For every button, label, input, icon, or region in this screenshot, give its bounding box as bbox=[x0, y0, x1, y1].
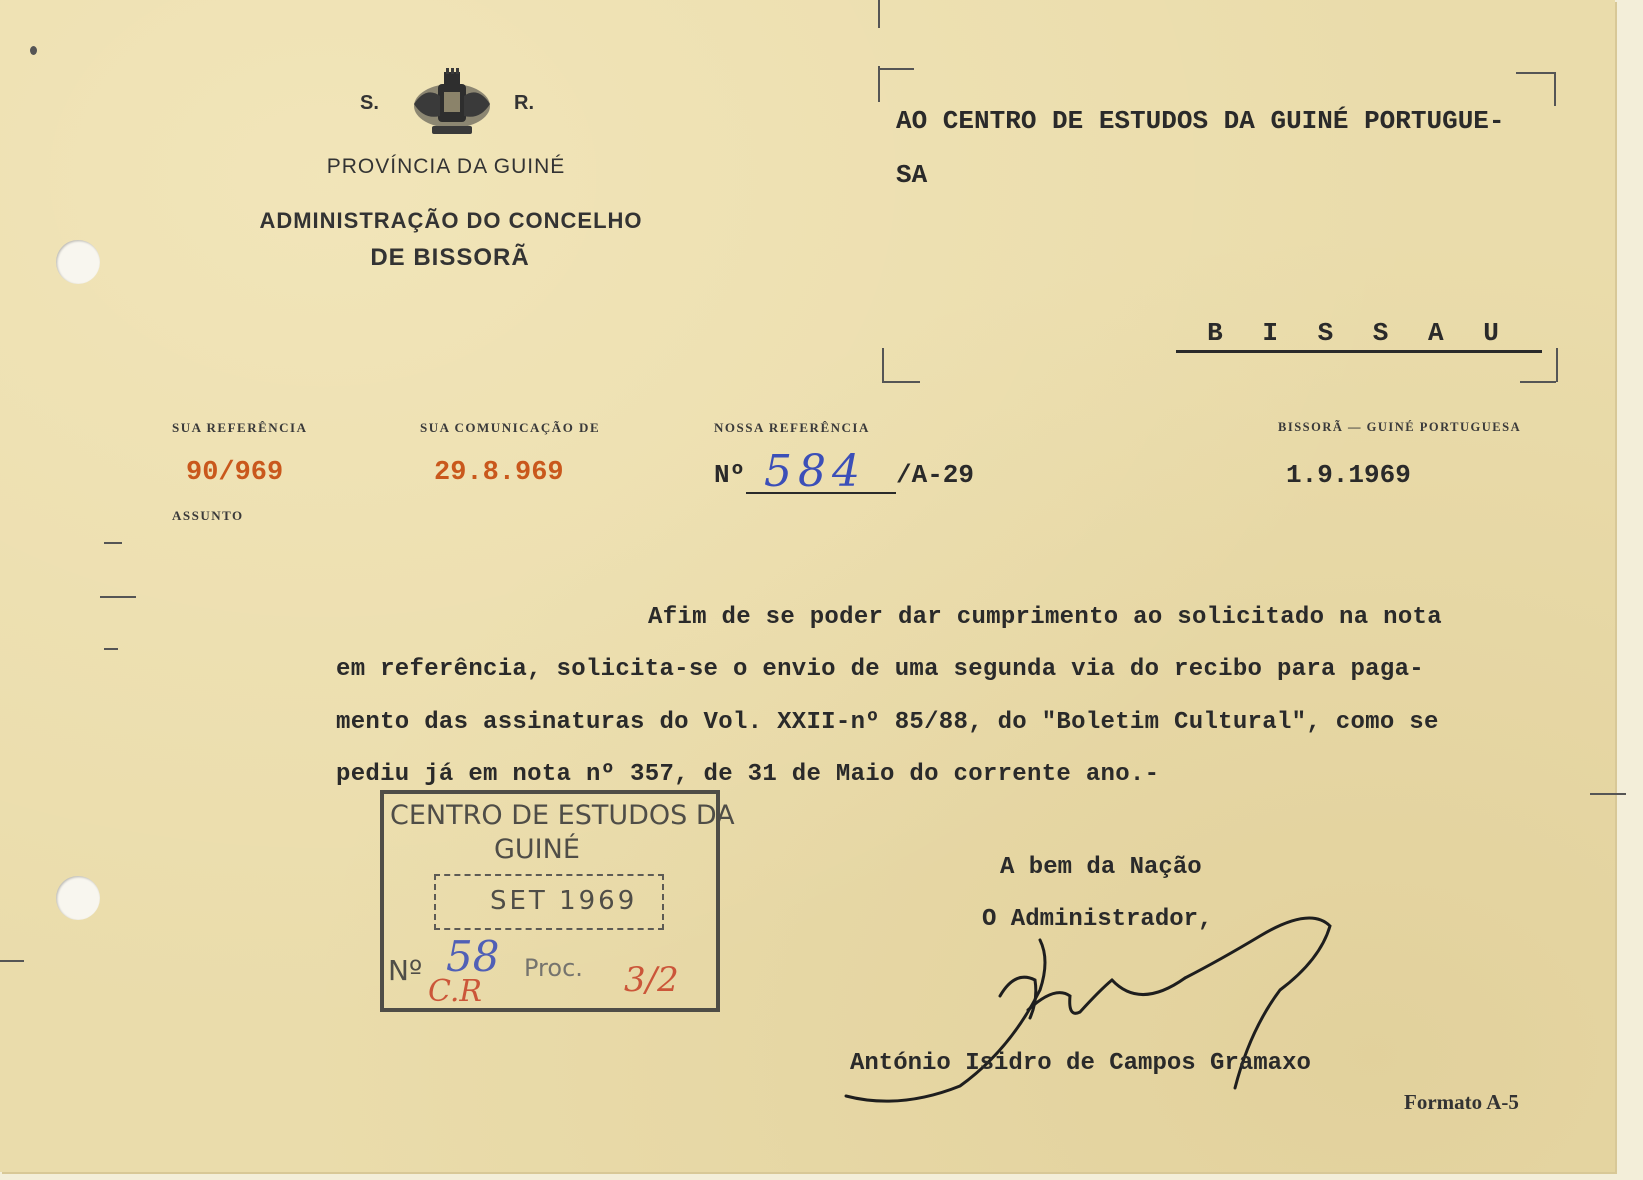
stamp-handwritten-right: 3/2 bbox=[624, 960, 679, 1000]
body-line-1: Afim de se poder dar cumprimento ao solicitado na nota bbox=[648, 604, 1442, 631]
coat-of-arms-icon bbox=[406, 68, 498, 140]
punch-hole-bottom bbox=[56, 876, 100, 920]
letterhead-crest-row bbox=[350, 68, 550, 140]
ink-dot bbox=[30, 46, 37, 55]
stamp-no-value: 58 bbox=[446, 932, 500, 981]
closing-name: António Isidro de Campos Gramaxo bbox=[850, 1050, 1311, 1077]
place-label: BISSORÃ — GUINÉ PORTUGUESA bbox=[1278, 420, 1522, 434]
window-frame-mark bbox=[878, 0, 880, 28]
body-line-4: pediu já em nota nº 357, de 31 de Maio do corrente ano.- bbox=[336, 761, 1160, 788]
letterhead-right-letter: R. bbox=[514, 92, 534, 114]
punch-hole-top bbox=[56, 240, 100, 284]
letterhead-province: PROVÍNCIA DA GUINÉ bbox=[326, 155, 566, 178]
letterhead-admin-line1: ADMINISTRAÇÃO DO CONCELHO bbox=[259, 208, 643, 233]
nossa-referencia-label: NOSSA REFERÊNCIA bbox=[714, 420, 870, 435]
addressee-line1: AO CENTRO DE ESTUDOS DA GUINÉ PORTUGUE- bbox=[896, 106, 1505, 136]
stamp-proc-label: Proc. bbox=[524, 954, 583, 982]
place-date: 1.9.1969 bbox=[1286, 460, 1411, 490]
body-line-3: mento das assinaturas do Vol. XXII-nº 85/88, do "Boletim Cultural", como se bbox=[336, 709, 1439, 736]
stamp-date-box bbox=[434, 874, 664, 930]
nossa-referencia-suffix: /A-29 bbox=[896, 460, 975, 490]
fold-mark bbox=[104, 648, 118, 650]
stamp-handwritten-left: C.R bbox=[428, 974, 483, 1009]
addressee-city: B I S S A U bbox=[1176, 318, 1542, 353]
handwritten-signature bbox=[840, 900, 1360, 1120]
stamp-line2: GUINÉ bbox=[494, 834, 580, 865]
addressee-line2: SA bbox=[896, 160, 928, 190]
fold-mark bbox=[100, 596, 136, 598]
fold-mark bbox=[104, 542, 122, 544]
closing-title: O Administrador, bbox=[982, 906, 1213, 933]
fold-mark bbox=[0, 960, 24, 962]
sua-referencia-label: SUA REFERÊNCIA bbox=[172, 420, 308, 435]
window-frame-mark bbox=[882, 381, 920, 383]
letterhead-admin-line2: DE BISSORÃ bbox=[370, 244, 530, 271]
sua-referencia-value: 90/969 bbox=[186, 458, 284, 488]
closing-salutation: A bem da Nação bbox=[1000, 854, 1202, 881]
nossa-referencia-number: 584 bbox=[764, 446, 866, 497]
window-frame-mark bbox=[1516, 72, 1554, 74]
nossa-referencia-prefix: Nº bbox=[714, 460, 746, 490]
body-line-2: em referência, solicita-se o envio de uma segunda via do recibo para paga- bbox=[336, 656, 1424, 683]
window-frame-mark bbox=[878, 68, 914, 70]
letterhead-left-letter: S. bbox=[360, 92, 379, 114]
window-frame-mark bbox=[1556, 348, 1558, 382]
footer-format: Formato A-5 bbox=[1404, 1090, 1519, 1114]
fold-mark bbox=[1590, 793, 1626, 795]
sua-comunicacao-label: SUA COMUNICAÇÃO DE bbox=[420, 420, 601, 435]
stamp-date: SET 1969 bbox=[490, 886, 638, 916]
received-stamp bbox=[380, 790, 735, 1012]
stamp-line1: CENTRO DE ESTUDOS DA bbox=[390, 800, 735, 831]
window-frame-mark bbox=[878, 66, 880, 102]
stamp-no-label: Nº bbox=[388, 954, 423, 987]
sua-comunicacao-value: 29.8.969 bbox=[434, 458, 564, 488]
window-frame-mark bbox=[1520, 381, 1556, 383]
window-frame-mark bbox=[882, 348, 884, 382]
assunto-label: ASSUNTO bbox=[172, 508, 244, 523]
window-frame-mark bbox=[1554, 72, 1556, 106]
